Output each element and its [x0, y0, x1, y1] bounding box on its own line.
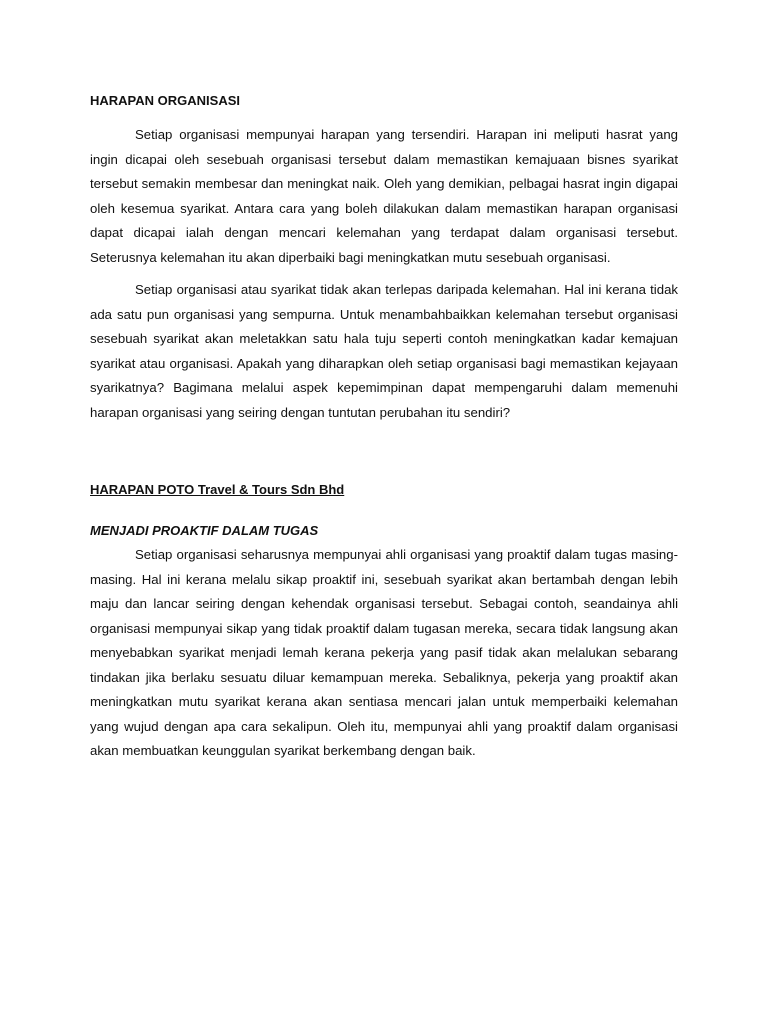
heading-harapan-poto: HARAPAN POTO Travel & Tours Sdn Bhd: [90, 482, 345, 497]
paragraph-2: Setiap organisasi atau syarikat tidak akan terlepas daripada kelemahan. Hal ini kerana tidak ada satu pun organisasi yang sempurna. Untuk menambahbaikkan kelemahan tersebut organisasi sesebuah syarikat akan meletakkan satu hala tuju seperti contoh meningkatkan kadar kemajuan syarikat atau organisasi. Apakah yang diharapkan oleh setiap organisasi bagi memastikan kejayaan syarikatnya? Bagimana melalui aspek kepemimpinan dapat mempengaruhi dalam memenuhi harapan organisasi yang seiring dengan tuntutan perubahan itu sendiri?: [90, 282, 678, 420]
heading-menjadi-proaktif: MENJADI PROAKTIF DALAM TUGAS: [90, 523, 319, 538]
paragraph-3: Setiap organisasi seharusnya mempunyai ahli organisasi yang proaktif dalam tugas masing-masing. Hal ini kerana melalu sikap proaktif ini, sesebuah syarikat akan bertambah dengan lebih maju dan lancar seiring dengan kehendak organisasi tersebut. Sebagai contoh, seandainya ahli organisasi mempunyai sikap yang tidak proaktif dalam tugasan mereka, secara tidak langsung akan menyebabkan syarikat menjadi lemah kerana pekerja yang pasif tidak akan melalukan sebarang tindakan jika berlaku sesuatu diluar kemampuan mereka. Sebaliknya, pekerja yang proaktif akan meningkatkan mutu syarikat kerana akan sentiasa mencari jalan untuk memperbaiki kelemahan yang wujud dengan apa cara sekalipun. Oleh itu, mempunyai ahli yang proaktif dalam organisasi akan membuatkan keunggulan syarikat berkembang dengan baik.: [90, 547, 678, 758]
paragraph-1: Setiap organisasi mempunyai harapan yang tersendiri. Harapan ini meliputi hasrat yang ingin dicapai oleh sesebuah organisasi tersebut dalam memastikan kemajuaan bisnes syarikat tersebut semakin membesar dan meningkat naik. Oleh yang demikian, pelbagai hasrat ingin digapai oleh kesemua syarikat. Antara cara yang boleh dilakukan dalam memastikan harapan organisasi dapat dicapai ialah dengan mencari kelemahan yang terdapat dalam organisasi tersebut. Seterusnya kelemahan itu akan diperbaiki bagi meningkatkan mutu sesebuah organisasi.: [90, 127, 678, 265]
heading-harapan-organisasi: HARAPAN ORGANISASI: [90, 93, 240, 108]
